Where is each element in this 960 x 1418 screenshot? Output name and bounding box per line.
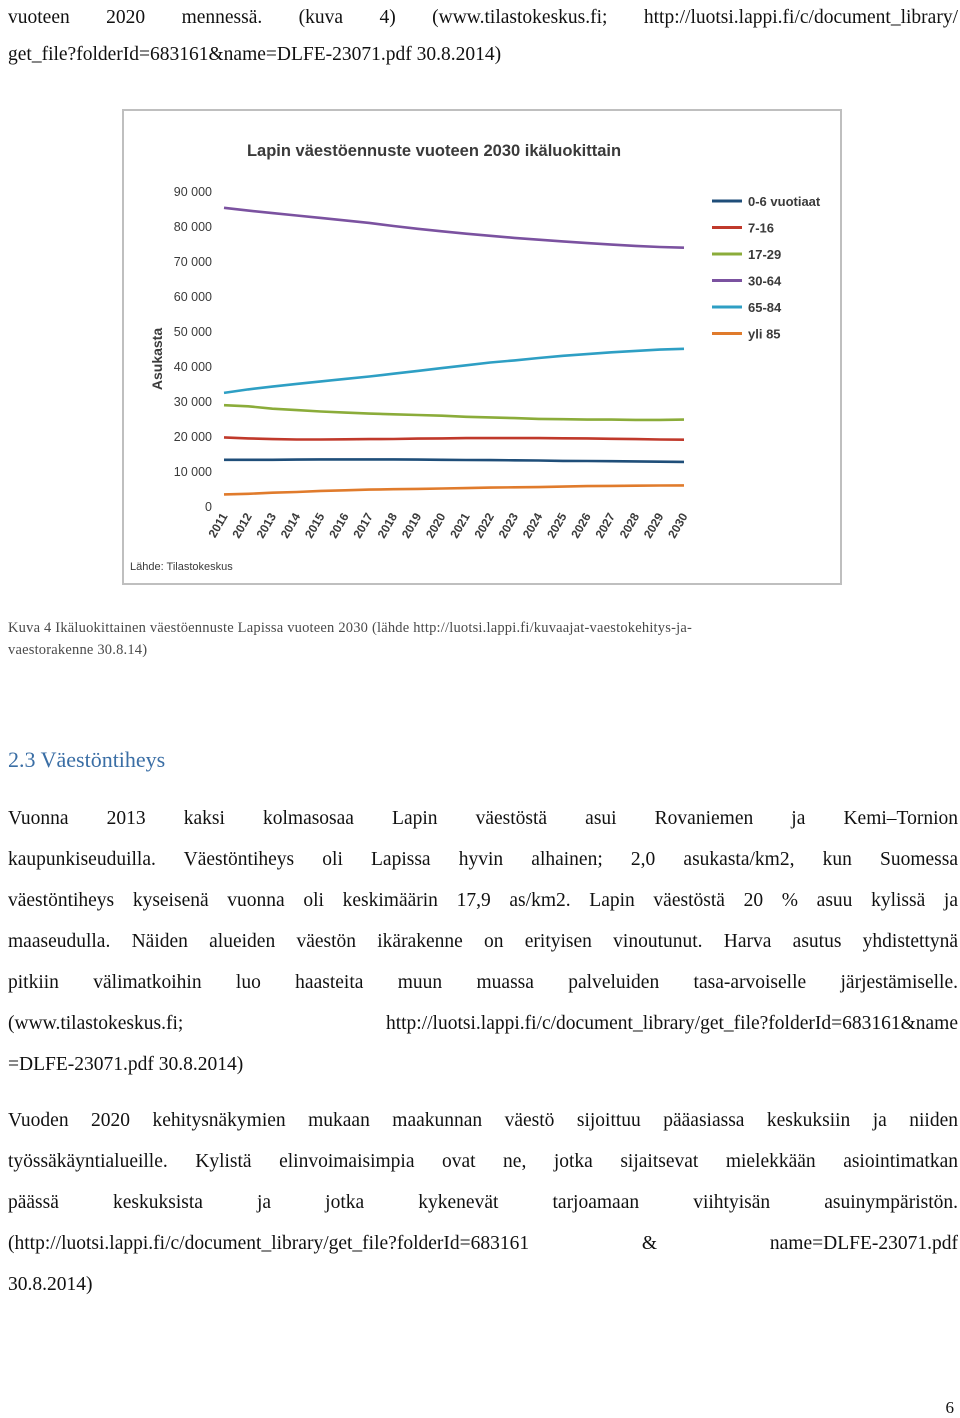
x-tick-label: 2029 <box>640 510 667 541</box>
x-tick-label: 2021 <box>447 510 473 541</box>
series-line-3 <box>224 208 684 248</box>
paragraph-line: työssäkäyntialueille. Kylistä elinvoimaisimpia ovat ne, jotka sijaitsevat mielekkään asiointimatkan <box>8 1151 958 1172</box>
x-tick-label: 2020 <box>423 510 449 541</box>
x-tick-label: 2024 <box>519 510 546 541</box>
x-tick-label: 2026 <box>568 510 594 541</box>
x-tick-label: 2030 <box>665 510 691 541</box>
paragraph-line: kaupunkiseuduilla. Väestöntiheys oli Lapissa hyvin alhainen; 2,0 asukasta/km2, kun Suomessa <box>8 849 958 870</box>
legend-label: 30-64 <box>748 273 782 289</box>
population-forecast-chart <box>122 109 842 585</box>
x-tick-label: 2013 <box>253 510 280 541</box>
chart-canvas <box>124 111 840 583</box>
series-line-1 <box>224 437 684 439</box>
paragraph-line: päässä keskuksista ja jotka kykenevät tarjoamaan viihtyisän asuinympäristön. <box>8 1192 958 1213</box>
x-tick-label: 2028 <box>616 510 643 541</box>
series-line-5 <box>224 485 684 494</box>
y-tick-label: 50 000 <box>173 325 212 339</box>
legend-label: 0-6 vuotiaat <box>748 194 821 209</box>
x-tick-label: 2019 <box>398 510 425 541</box>
x-tick-label: 2014 <box>277 510 304 541</box>
series-line-0 <box>224 459 684 462</box>
x-tick-label: 2015 <box>301 510 328 541</box>
y-tick-label: 0 <box>205 500 212 514</box>
x-tick-label: 2018 <box>374 510 401 541</box>
y-tick-label: 60 000 <box>173 290 212 304</box>
paragraph-line: Vuonna 2013 kaksi kolmasosaa Lapin väestöstä asui Rovaniemen ja Kemi–Tornion <box>8 808 958 829</box>
paragraph-line: pitkiin välimatkoihin luo haasteita muun muassa palveluiden tasa-arvoiselle järjestämiselle. <box>8 972 958 993</box>
legend-label: 17-29 <box>748 247 782 262</box>
paragraph-line: väestöntiheys kyseisenä vuonna oli keskimäärin 17,9 as/km2. Lapin väestöstä 20 % asuu kylissä ja <box>8 890 958 911</box>
figure-caption-cont: vaestorakenne 30.8.14) <box>8 642 148 658</box>
x-tick-label: 2022 <box>471 510 497 541</box>
paragraph-line: =DLFE-23071.pdf 30.8.2014) <box>8 1054 244 1075</box>
y-axis-label: Asukasta <box>149 327 165 391</box>
x-tick-label: 2016 <box>326 510 352 541</box>
y-tick-label: 10 000 <box>173 465 212 479</box>
series-line-2 <box>224 405 684 420</box>
y-tick-label: 70 000 <box>173 255 212 269</box>
body-text-line: vuoteen 2020 mennessä. (kuva 4) (www.tilastokeskus.fi; http://luotsi.lappi.fi/c/document_library/ <box>8 7 958 28</box>
paragraph-line: Vuoden 2020 kehitysnäkymien mukaan maakunnan väestö sijoittuu pääasiassa keskuksiin ja niiden <box>8 1110 958 1131</box>
x-tick-label: 2027 <box>592 510 618 541</box>
y-tick-label: 20 000 <box>173 430 212 444</box>
x-tick-label: 2025 <box>544 510 570 541</box>
y-tick-label: 30 000 <box>173 395 212 409</box>
x-tick-label: 2012 <box>229 510 255 541</box>
chart-title: Lapin väestöennuste vuoteen 2030 ikäluokittain <box>246 142 622 160</box>
y-tick-label: 80 000 <box>173 220 212 234</box>
x-tick-label: 2023 <box>495 510 522 541</box>
x-tick-label: 2017 <box>350 510 376 541</box>
legend-label: 7-16 <box>748 220 775 236</box>
paragraph-line: (http://luotsi.lappi.fi/c/document_library/get_file?folderId=683161 & name=DLFE-23071.pdf <box>8 1233 958 1254</box>
series-line-4 <box>224 349 684 393</box>
legend-label: yli 85 <box>748 326 781 342</box>
paragraph-line: (www.tilastokeskus.fi; http://luotsi.lappi.fi/c/document_library/get_file?folderId=683161&name <box>8 1013 958 1034</box>
legend-label: 65-84 <box>748 300 782 315</box>
y-tick-label: 40 000 <box>173 360 212 374</box>
section-heading: 2.3 Väestöntiheys <box>8 747 166 772</box>
y-tick-label: 90 000 <box>173 185 212 199</box>
x-tick-label: 2011 <box>205 510 231 541</box>
paragraph-line: 30.8.2014) <box>8 1274 93 1295</box>
body-text-line: get_file?folderId=683161&name=DLFE-23071.pdf 30.8.2014) <box>8 44 502 65</box>
chart-source: Lähde: Tilastokeskus <box>130 561 233 573</box>
page-number: 6 <box>945 1398 954 1417</box>
paragraph-line: maaseudulla. Näiden alueiden väestön ikärakenne on erityisen vinoutunut. Harva asutus yhdistettynä <box>8 931 958 952</box>
figure-caption: Kuva 4 Ikäluokittainen väestöennuste Lapissa vuoteen 2030 (lähde http://luotsi.lappi.fi/kuvaajat-vaestokehitys-ja- <box>8 620 692 636</box>
